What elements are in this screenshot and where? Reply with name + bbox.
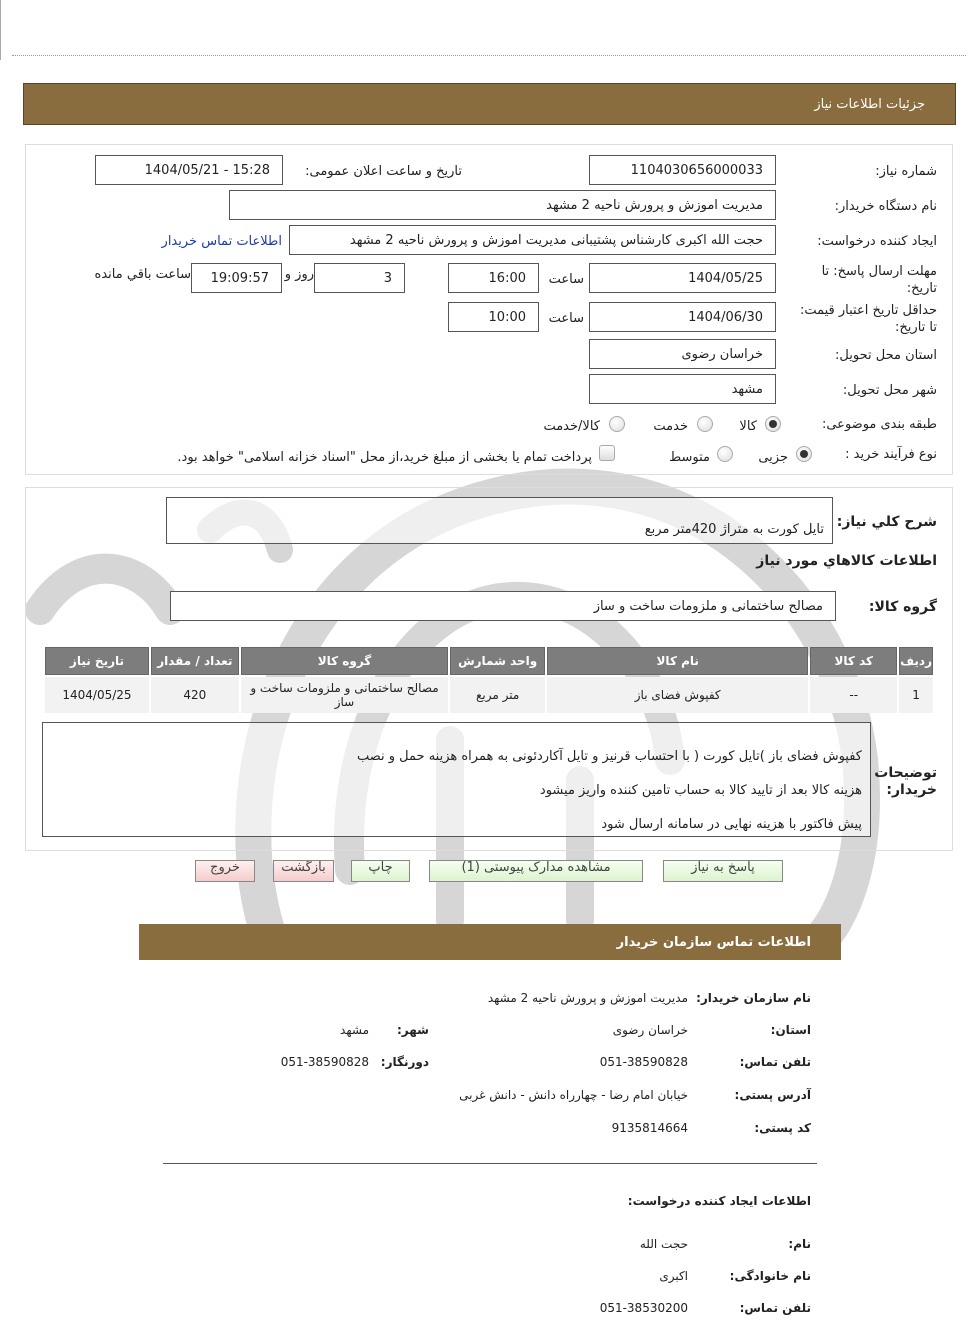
announce-field: 1404/05/21 - 15:28 bbox=[95, 155, 283, 185]
validity-time-field: 10:00 bbox=[448, 302, 539, 332]
need-number-label: شماره نیاز: bbox=[875, 164, 937, 179]
table-header-row bbox=[45, 647, 933, 675]
contact-province-value: خراسان رضوی bbox=[612, 1023, 688, 1037]
page-title: جزئیات اطلاعات نیاز bbox=[814, 97, 925, 112]
buyer-notes-line: هزینه کالا بعد از تایید کالا به حساب تامین کننده واریز میشود bbox=[539, 783, 862, 798]
validity-label bbox=[800, 302, 937, 336]
cell-goods-group: مصالح ساختمانی و ملزومات ساخت و ساز bbox=[241, 677, 448, 713]
deadline-label-line1: مهلت ارسال پاسخ: تا bbox=[821, 264, 937, 279]
process-option-minor: جزیی bbox=[758, 450, 788, 465]
contact-divider bbox=[163, 1163, 817, 1164]
days-label: روز و bbox=[284, 267, 314, 282]
goods-group-field: مصالح ساختمانی و ملزومات ساخت و ساز bbox=[170, 591, 836, 621]
contact-fax-label: دورنگار: bbox=[380, 1055, 429, 1069]
need-number-field: 1104030656000033 bbox=[589, 155, 776, 185]
category-option-goods: کالا bbox=[739, 419, 757, 434]
contact-address-label: آدرس پستی: bbox=[734, 1088, 811, 1102]
validity-label-line2: تا تاریخ: bbox=[895, 320, 937, 335]
th-unit: واحد شمارش bbox=[450, 647, 545, 675]
category-radio-service[interactable] bbox=[697, 416, 713, 432]
category-radio-goods-service[interactable] bbox=[609, 416, 625, 432]
creator-label: ایجاد کننده درخواست: bbox=[817, 234, 937, 249]
buyer-notes-label-line1: توضیحات bbox=[874, 765, 937, 781]
days-field: 3 bbox=[314, 263, 405, 293]
process-label: نوع فرآیند خرید : bbox=[845, 447, 937, 462]
buyer-org-label: نام دستگاه خریدار: bbox=[834, 199, 937, 214]
buyer-notes-label bbox=[874, 765, 937, 799]
cell-row-number: 1 bbox=[899, 677, 933, 713]
left-rule bbox=[0, 0, 1, 60]
cell-item-name: کفپوش فضای باز bbox=[547, 677, 808, 713]
exit-button[interactable]: خروج bbox=[195, 860, 255, 882]
city-field: مشهد bbox=[589, 374, 776, 404]
creator-field: حجت الله اکبری کارشناس پشتیبانی مدیریت اموزش و پرورش ناحیه 2 مشهد bbox=[289, 225, 776, 255]
category-radio-goods[interactable] bbox=[765, 416, 781, 432]
province-label: استان محل تحویل: bbox=[835, 348, 937, 363]
cell-need-date: 1404/05/25 bbox=[45, 677, 149, 713]
province-field: خراسان رضوی bbox=[589, 339, 776, 369]
back-button[interactable]: بازگشت bbox=[273, 860, 334, 882]
validity-label-line1: حداقل تاریخ اعتبار قیمت: bbox=[799, 303, 937, 318]
th-item-code: کد کالا bbox=[810, 647, 897, 675]
summary-label: شرح کلي نياز: bbox=[836, 514, 937, 530]
contact-phone-value: 051-38590828 bbox=[599, 1055, 688, 1069]
creator-family-value: اکبری bbox=[659, 1269, 688, 1283]
deadline-time-field: 16:00 bbox=[448, 263, 539, 293]
deadline-label bbox=[822, 263, 937, 297]
th-item-name: نام کالا bbox=[547, 647, 808, 675]
attachments-button[interactable]: مشاهده مدارک پیوستی (1) bbox=[429, 860, 643, 882]
process-radio-medium[interactable] bbox=[717, 446, 733, 462]
contact-postal-value: 9135814664 bbox=[611, 1121, 688, 1135]
contact-phone-label: تلفن تماس: bbox=[739, 1055, 811, 1069]
contact-city-value: مشهد bbox=[340, 1023, 369, 1037]
city-label: شهر محل تحویل: bbox=[842, 383, 937, 398]
contact-city-label: شهر: bbox=[397, 1023, 429, 1037]
creator-info-title: اطلاعات ایجاد کننده درخواست: bbox=[627, 1194, 811, 1208]
creator-phone-label: تلفن تماس: bbox=[739, 1301, 811, 1315]
treasury-payment-checkbox[interactable] bbox=[599, 445, 615, 461]
contact-province-label: استان: bbox=[770, 1023, 811, 1037]
print-button[interactable]: چاپ bbox=[351, 860, 410, 882]
contact-org-label: نام سازمان خریدار: bbox=[696, 991, 811, 1005]
validity-time-label: ساعت bbox=[548, 311, 584, 326]
creator-name-label: نام: bbox=[788, 1237, 811, 1251]
contact-postal-label: کد پستی: bbox=[754, 1121, 811, 1135]
cell-quantity: 420 bbox=[151, 677, 239, 713]
buyer-org-field: مدیریت اموزش و پرورش ناحیه 2 مشهد bbox=[229, 190, 776, 220]
creator-name-value: حجت الله bbox=[639, 1237, 688, 1251]
table-row bbox=[45, 677, 933, 713]
goods-group-label: گروه کالا: bbox=[868, 599, 937, 615]
category-option-goods-service: کالا/خدمت bbox=[543, 419, 600, 434]
buyer-notes-field bbox=[42, 722, 871, 837]
contact-address-value: خیابان امام رضا - چهارراه دانش - دانش غربی bbox=[459, 1088, 688, 1102]
th-row-number: ردیف bbox=[899, 647, 933, 675]
category-label: طبقه بندی موضوعی: bbox=[821, 417, 937, 432]
th-quantity: تعداد / مقدار bbox=[151, 647, 239, 675]
buyer-notes-line: پیش فاکتور با هزینه نهایی در سامانه ارسال شود bbox=[601, 817, 862, 832]
remaining-time-field: 19:09:57 bbox=[191, 263, 282, 293]
summary-field bbox=[166, 497, 833, 544]
buyer-notes-label-line2: خریدار: bbox=[886, 782, 937, 798]
top-divider bbox=[12, 55, 966, 56]
cell-item-code: -- bbox=[810, 677, 897, 713]
process-radio-minor[interactable] bbox=[796, 446, 812, 462]
contact-header: اطلاعات تماس سازمان خریدار bbox=[139, 924, 841, 960]
creator-family-label: نام خانوادگی: bbox=[729, 1269, 811, 1283]
creator-phone-value: 051-38530200 bbox=[599, 1301, 688, 1315]
contact-org-value: مدیریت اموزش و پرورش ناحیه 2 مشهد bbox=[487, 991, 688, 1005]
buyer-contact-link[interactable]: اطلاعات تماس خریدار bbox=[161, 234, 282, 249]
items-table bbox=[43, 645, 935, 715]
category-option-service: خدمت bbox=[653, 419, 688, 434]
goods-info-title: اطلاعات کالاهاي مورد نياز bbox=[756, 553, 937, 569]
page-header bbox=[23, 83, 956, 125]
announce-label: تاریخ و ساعت اعلان عمومی: bbox=[305, 164, 462, 179]
process-option-medium: متوسط bbox=[669, 450, 710, 465]
deadline-time-label: ساعت bbox=[548, 272, 584, 287]
treasury-payment-note: پرداخت تمام یا بخشی از مبلغ خرید،از محل "اسناد خزانه اسلامی" خواهد بود. bbox=[177, 450, 592, 465]
contact-fax-value: 051-38590828 bbox=[280, 1055, 369, 1069]
cell-unit: متر مربع bbox=[450, 677, 545, 713]
th-need-date: تاریخ نیاز bbox=[45, 647, 149, 675]
deadline-date-field: 1404/05/25 bbox=[589, 263, 776, 293]
remaining-label: ساعت باقي مانده bbox=[94, 267, 191, 282]
summary-line1: تایل کورت به متراژ 420متر مربع bbox=[644, 522, 824, 537]
validity-date-field: 1404/06/30 bbox=[589, 302, 776, 332]
deadline-label-line2: تاریخ: bbox=[906, 281, 937, 296]
respond-button[interactable]: پاسخ به نیاز bbox=[663, 860, 783, 882]
buyer-notes-line: کفپوش فضای باز )تایل کورت ( با احتساب قرنیز و تایل آکاردئونی به همراه هزینه حمل و نصب bbox=[356, 749, 862, 764]
th-goods-group: گروه کالا bbox=[241, 647, 448, 675]
